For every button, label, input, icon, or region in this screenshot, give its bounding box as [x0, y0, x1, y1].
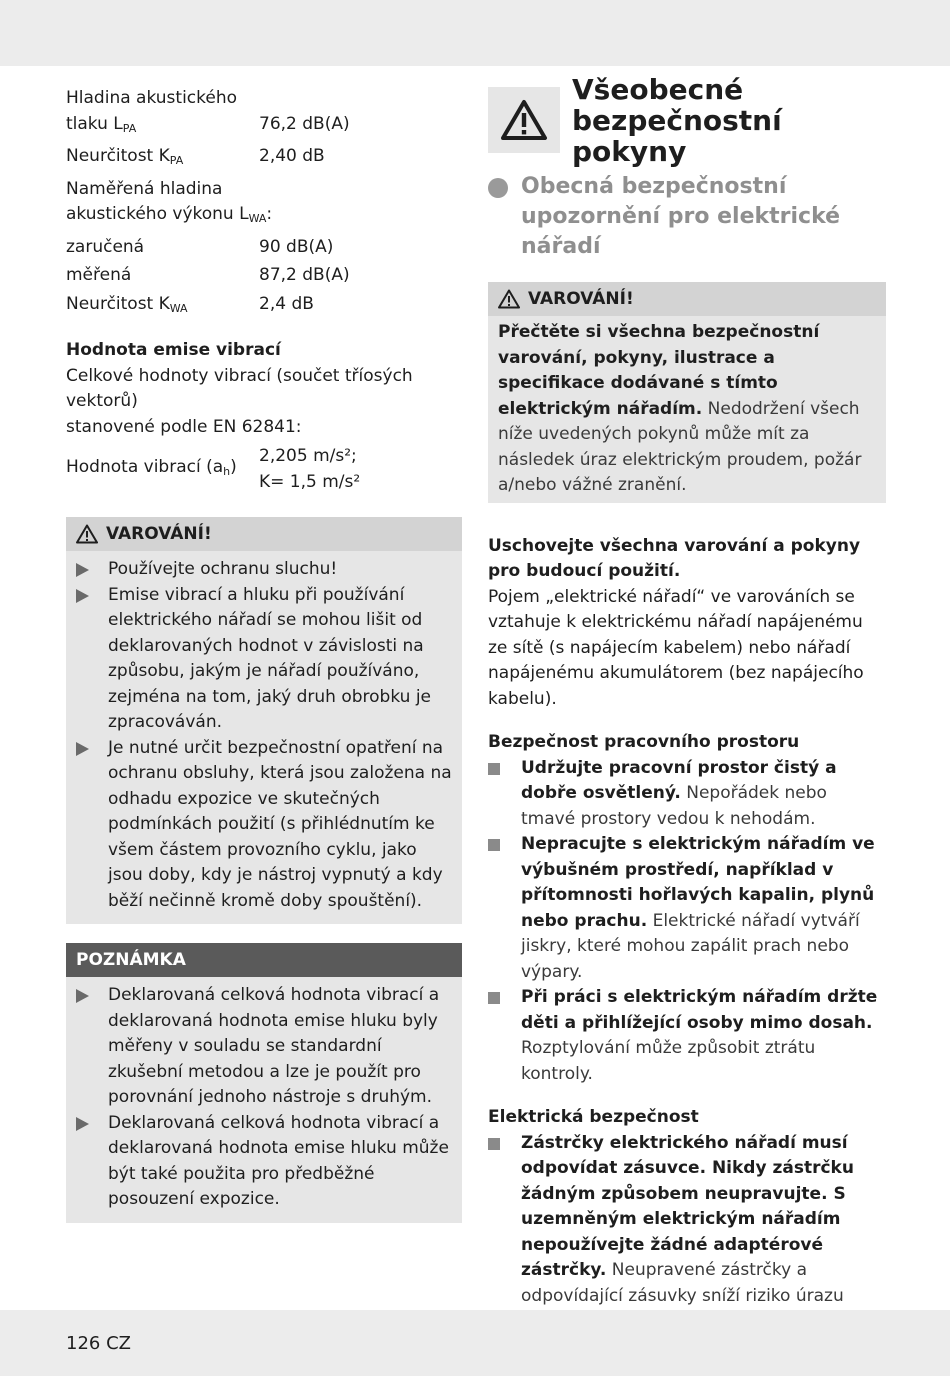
table-value: 2,4 dB	[259, 293, 314, 314]
list-item-bold: Zástrčky elektrického nářadí musí odpovídat zásuvce. Nikdy zástrčku žádným způsobem neupravujte. S uzemněným elektrickým nářadím nepoužívejte žádné adaptérové zástrčky.	[521, 1132, 854, 1280]
title-line: Všeobecné	[572, 72, 744, 106]
warning-box-title: VAROVÁNÍ!	[528, 289, 634, 309]
section-heading: Uschovejte všechna varování a pokyny pro budoucí použití.	[488, 535, 861, 581]
value-line: 2,205 m/s²;	[259, 446, 357, 466]
key-text: Hodnota vibrací (a	[66, 456, 224, 477]
warning-box	[66, 517, 462, 924]
list-item-normal: Neupravené zástrčky a odpovídající zásuvky sníží riziko úrazu	[521, 1260, 844, 1306]
square-bullet-icon	[488, 985, 521, 1087]
table-value: 76,2 dB(A)	[259, 113, 350, 134]
left-column	[66, 86, 462, 1223]
list-item-text	[521, 832, 886, 985]
bottom-bar	[0, 1310, 950, 1376]
note-box-header: POZNÁMKA	[66, 943, 462, 977]
table-key	[66, 112, 259, 142]
section-heading: Hodnota emise vibrací	[66, 340, 281, 360]
table-value: 90 dB(A)	[259, 236, 334, 257]
list-item-bold: Nepracujte s elektrickým nářadím ve výbušném prostředí, například v přítomnosti hořlavých kapalin, plynů nebo prachu.	[521, 834, 875, 931]
top-bar	[0, 0, 950, 66]
square-bullet-icon	[488, 832, 521, 985]
title-line: bezpečnostní pokyny	[572, 103, 782, 168]
table-row	[66, 144, 462, 174]
warning-box-header	[66, 517, 462, 551]
list-item-normal: Rozptylování může způsobit ztrátu kontroly.	[521, 1038, 816, 1084]
list-item	[76, 557, 454, 583]
keep-instructions	[488, 534, 886, 713]
list-item-text: Deklarovaná celková hodnota vibrací a deklarovaná hodnota emise hluku může být také použita pro předběžné posouzení expozice.	[108, 1112, 449, 1209]
noise-table	[66, 86, 462, 321]
triangle-right-bullet-icon	[76, 983, 108, 1111]
page-title	[572, 74, 886, 167]
square-bullet-icon	[488, 1131, 521, 1335]
key-subscript: WA	[248, 212, 267, 225]
key-text: Neurčitost K	[66, 146, 170, 166]
right-column	[488, 72, 886, 1335]
table-row	[66, 235, 462, 261]
table-key	[66, 455, 259, 485]
warning-triangle-icon	[76, 524, 98, 544]
section-heading: Bezpečnost pracovního prostoru	[488, 732, 800, 752]
value-line: K= 1,5 m/s²	[259, 471, 361, 492]
list-item	[488, 756, 886, 833]
warning-box-body	[66, 551, 462, 924]
triangle-right-bullet-icon	[76, 736, 108, 915]
triangle-right-bullet-icon	[76, 1111, 108, 1213]
circle-bullet-icon	[488, 178, 508, 198]
key-text: akustického výkonu L	[66, 204, 249, 224]
square-bullet-icon	[488, 756, 521, 833]
table-value: 87,2 dB(A)	[259, 265, 350, 285]
key-subscript: PA	[169, 154, 184, 167]
table-key: zaručená	[66, 236, 145, 257]
key-text: )	[230, 456, 237, 477]
bullet-list	[488, 756, 886, 1088]
key-text: :	[266, 204, 273, 224]
triangle-right-bullet-icon	[76, 557, 108, 583]
table-key	[66, 202, 272, 232]
subheading-text: Obecná bezpečnostní upozornění pro elektrické nářadí	[521, 174, 841, 259]
warning-triangle-icon	[498, 289, 520, 309]
table-key	[66, 292, 259, 322]
list-item-text: Používejte ochranu sluchu!	[108, 559, 338, 579]
list-item-normal: Nepořádek nebo tmavé prostory vedou k nehodám.	[521, 783, 827, 829]
table-value	[259, 86, 462, 112]
warning-box	[488, 282, 886, 503]
table-value: 2,40 dB	[259, 146, 325, 166]
note-box-body	[66, 977, 462, 1223]
list-item-text	[521, 756, 886, 833]
vibration-row	[66, 444, 462, 495]
table-key	[66, 144, 259, 174]
body-text: Pojem „elektrické nářadí“ ve varováních se vztahuje k elektrickému nářadí napájenému ze sítě (s napájecím kabelem) nebo nářadí napájenému akumulátorem (bez napájecího kabelu).	[488, 586, 864, 709]
list-item	[76, 983, 454, 1111]
key-text: tlaku L	[66, 113, 123, 134]
list-item-text	[521, 1131, 886, 1335]
body-text-line: stanovené podle EN 62841:	[66, 416, 302, 437]
list-item-bold: Při práci s elektrickým nářadím držte děti a přihlížející osoby mimo dosah.	[521, 987, 878, 1033]
list-item-text: Emise vibrací a hluku při používání elektrického nářadí se mohou lišit od deklarovaných hodnot v závislosti na způsobu, jakým je nářadí používáno, zejména na tom, jaký druh obrobku je zpracováván.	[108, 584, 432, 732]
list-item	[76, 736, 454, 915]
table-key: měřená	[66, 265, 132, 285]
warning-text: Nedodržení všech níže uvedených pokynů může mít za následek úraz elektrickým proudem, požár a/nebo vážné zranění.	[498, 398, 862, 495]
key-subscript: PA	[122, 121, 137, 135]
bullet-list	[488, 1131, 886, 1335]
list-item-text: Je nutné určit bezpečnostní opatření na ochranu obsluhy, která jsou založena na odhadu expozice ve skutečných podmínkách použití (s přihlédnutím ke všem částem provozního cyklu, jako jsou doby, kdy je nástroj vypnutý a kdy běží nečinně kromě doby spouštění).	[108, 737, 452, 911]
list-item-bold: Udržujte pracovní prostor čistý a dobře osvětlený.	[521, 757, 837, 803]
list-item	[76, 583, 454, 736]
electrical-safety	[488, 1105, 886, 1335]
key-subscript: WA	[169, 301, 188, 315]
list-item-text	[521, 985, 886, 1087]
table-row	[66, 112, 462, 142]
note-box	[66, 943, 462, 1223]
section-title	[488, 72, 886, 168]
table-row	[66, 177, 462, 203]
page-number: 126 CZ	[66, 1333, 131, 1354]
table-key: Hladina akustického	[66, 88, 238, 108]
table-row	[66, 86, 462, 112]
warning-triangle-icon	[488, 87, 560, 153]
table-row	[66, 202, 462, 232]
list-item	[76, 1111, 454, 1213]
vibration-section	[66, 338, 462, 495]
list-item	[488, 832, 886, 985]
table-row	[66, 292, 462, 322]
workplace-safety	[488, 730, 886, 1087]
list-item-normal: Elektrické nářadí vytváří jiskry, které mohou zapálit prach nebo výpary.	[521, 910, 860, 982]
section-heading: Elektrická bezpečnost	[488, 1107, 699, 1127]
warning-box-header	[488, 282, 886, 316]
warning-box-body	[488, 316, 886, 503]
list-item	[488, 985, 886, 1087]
subheading	[488, 172, 886, 262]
table-key: Naměřená hladina	[66, 178, 223, 199]
table-value	[259, 444, 360, 495]
warning-box-title: VAROVÁNÍ!	[106, 524, 212, 544]
key-text: Neurčitost K	[66, 293, 170, 314]
body-text-line: Celkové hodnoty vibrací (součet tříosých vektorů)	[66, 365, 413, 411]
table-row	[66, 263, 462, 289]
list-item-text: Deklarovaná celková hodnota vibrací a deklarovaná hodnota emise hluku byly měřeny v souladu se standardní zkušební metodou a lze je použít pro porovnání jednoho nástroje s druhým.	[108, 985, 440, 1107]
list-item	[488, 1131, 886, 1335]
warning-bold-text: Přečtěte si všechna bezpečnostní varování, pokyny, ilustrace a specifikace dodávané s tímto elektrickým nářadím.	[498, 322, 820, 419]
key-subscript: h	[223, 464, 231, 478]
triangle-right-bullet-icon	[76, 583, 108, 736]
